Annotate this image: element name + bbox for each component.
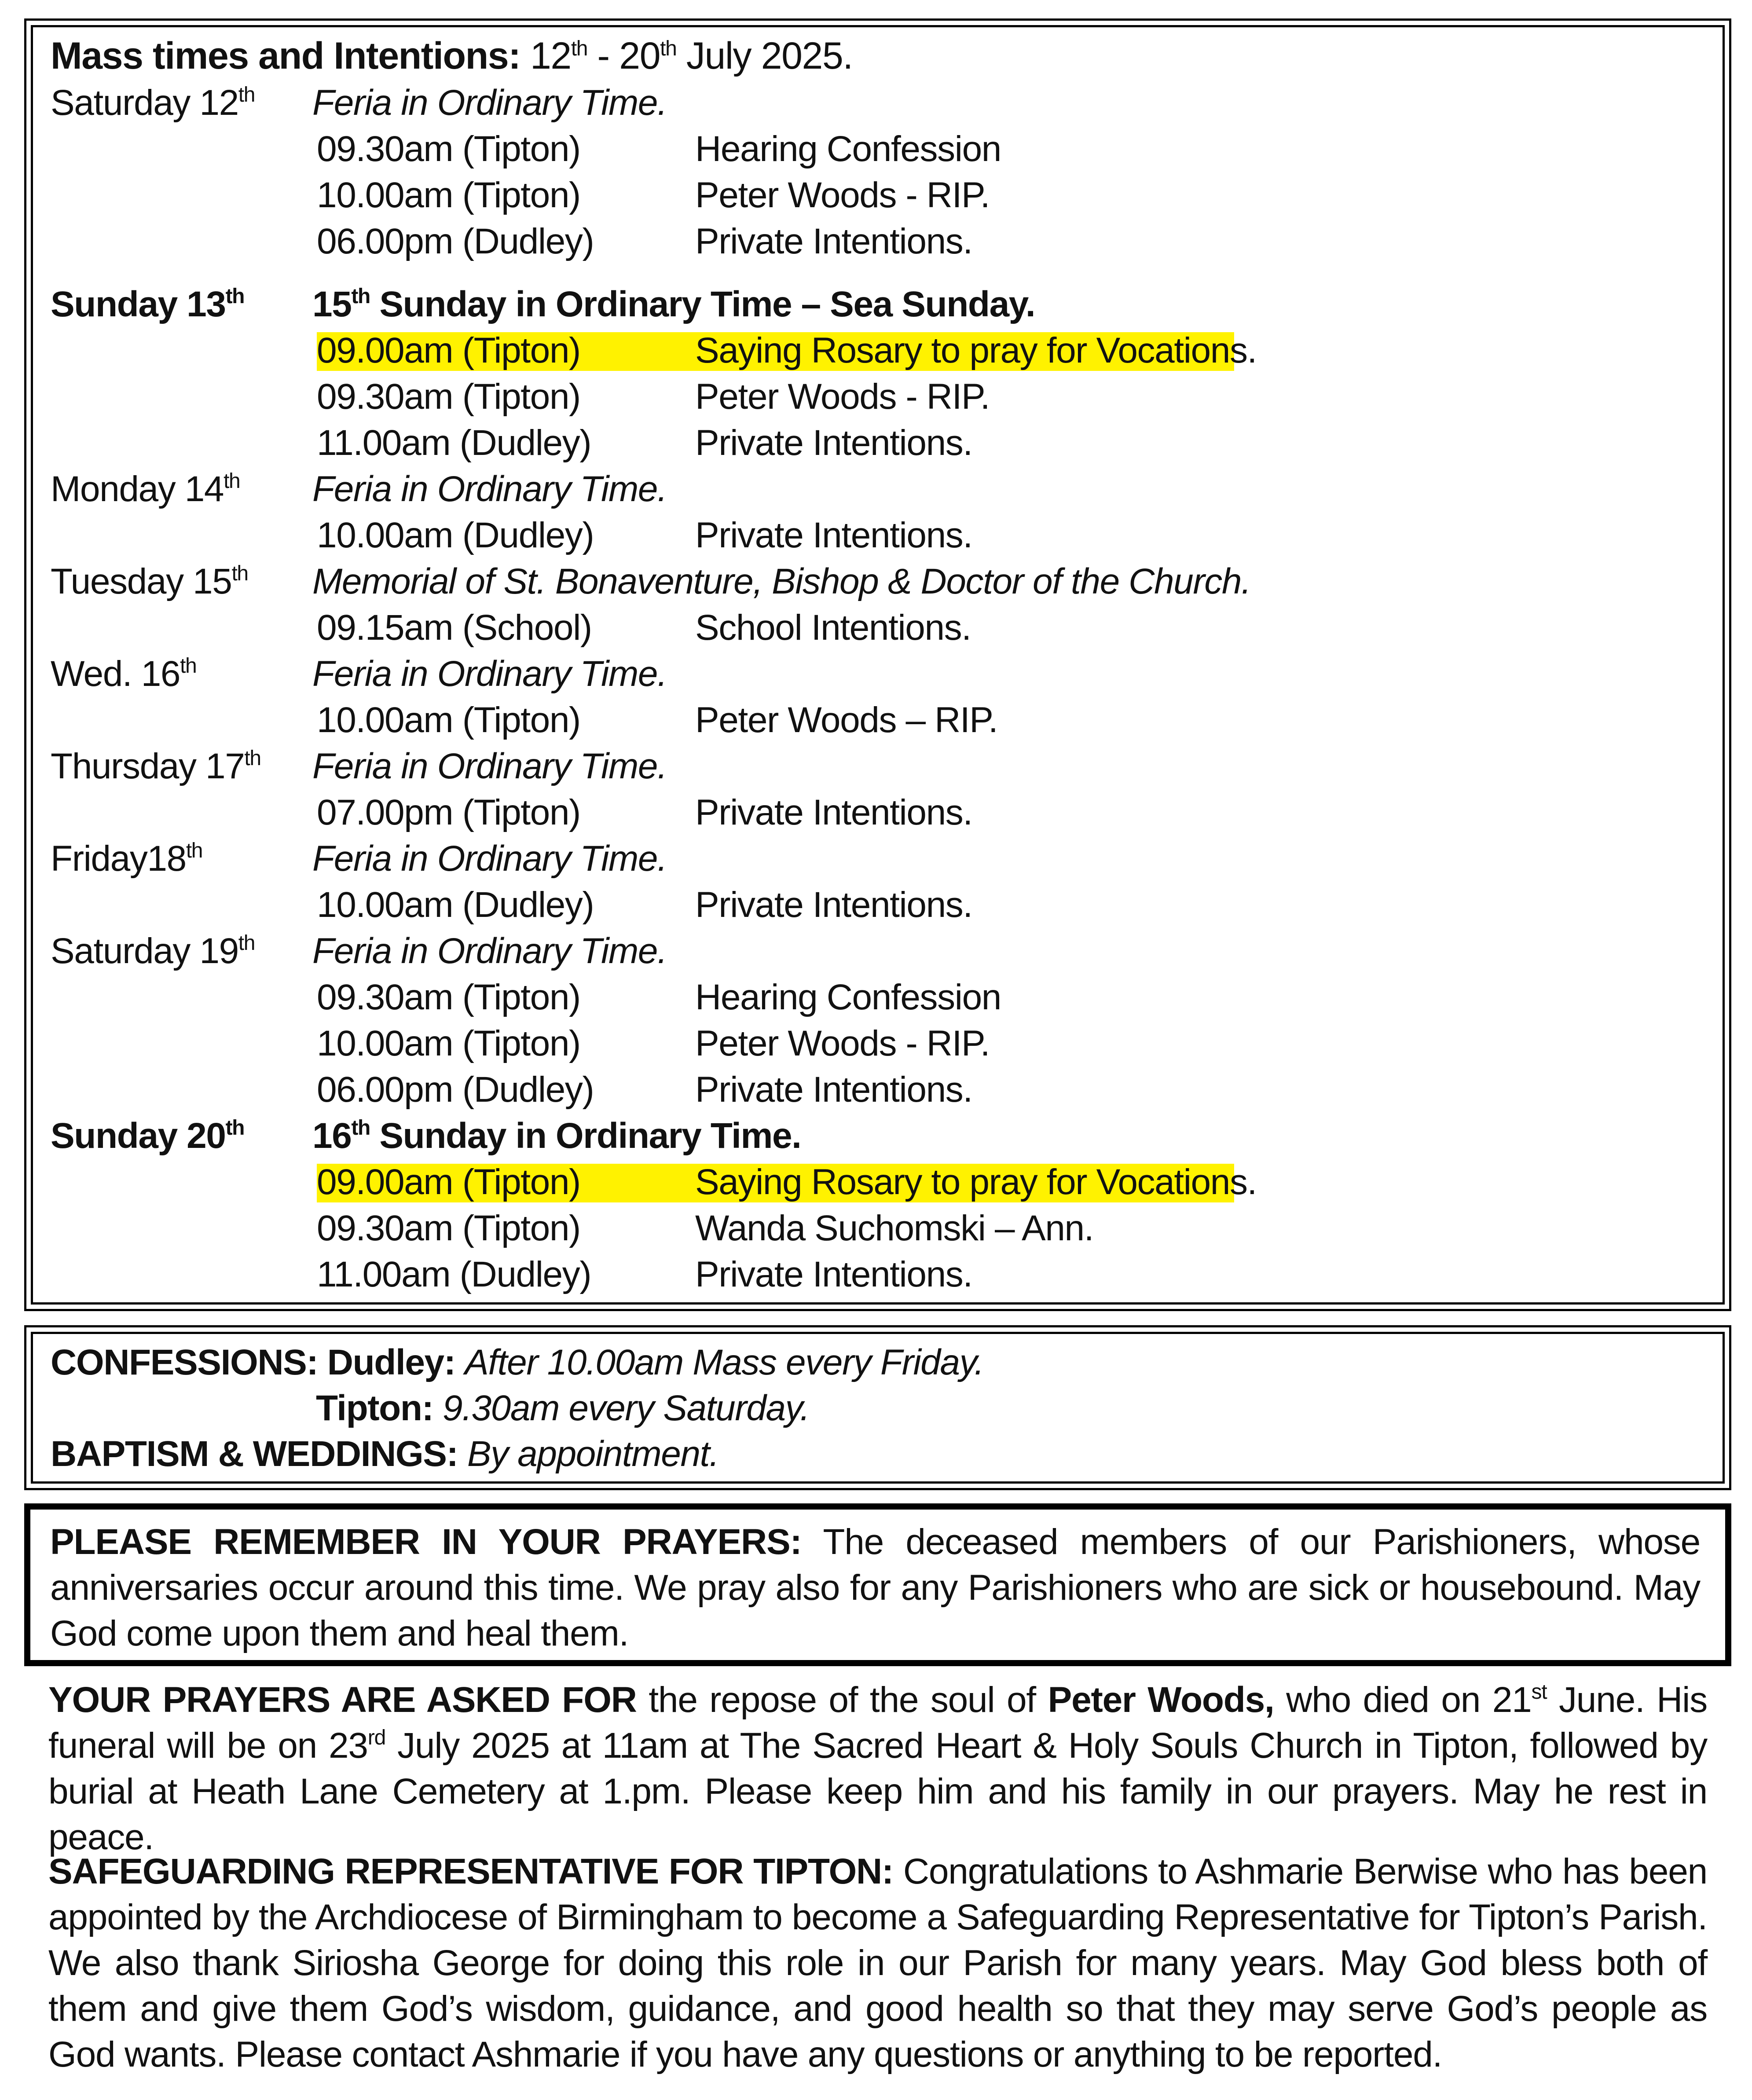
mass-time: 10.00am (Tipton)	[317, 1023, 580, 1063]
mass-intention: Private Intentions.	[695, 792, 972, 832]
day-label: Wed. 16th	[51, 654, 197, 694]
mass-intention: Saying Rosary to pray for Vocations.	[695, 330, 1257, 370]
mass-time: 09.30am (Tipton)	[317, 1208, 580, 1248]
baptism-line	[51, 1431, 718, 1477]
day-label: Sunday 13th	[51, 284, 245, 324]
mass-intention: School Intentions.	[695, 608, 971, 648]
remember-box	[24, 1503, 1731, 1666]
mass-time: 09.30am (Tipton)	[317, 377, 580, 417]
feast-label: Feria in Ordinary Time.	[312, 654, 667, 694]
mass-time: 09.30am (Tipton)	[317, 977, 580, 1017]
mass-time: 11.00am (Dudley)	[317, 423, 591, 463]
remember-label: PLEASE REMEMBER IN YOUR PRAYERS:	[50, 1522, 802, 1562]
mass-time: 07.00pm (Tipton)	[317, 792, 580, 832]
day-label: Friday18th	[51, 839, 203, 879]
mass-time: 06.00pm (Dudley)	[317, 1070, 594, 1110]
mass-time: 09.00am (Tipton)	[317, 1162, 580, 1202]
mass-time: 11.00am (Dudley)	[317, 1254, 591, 1294]
feast-label: Feria in Ordinary Time.	[312, 469, 667, 509]
confessions-dudley-text: After 10.00am Mass every Friday.	[465, 1342, 984, 1382]
mass-times-heading	[51, 33, 853, 79]
prayers-asked-label: YOUR PRAYERS ARE ASKED FOR	[48, 1680, 637, 1720]
prayers-asked-paragraph: YOUR PRAYERS ARE ASKED FOR the repose of the soul of Peter Woods, who died on 21st June. His funeral will be on 23rd July 2025 at 11am at The Sacred Heart & Holy Souls Church in Tipton, followed by burial at Heath Lane Cemetery at 1.pm. Please keep him and his family in our prayers. May he rest in peace.	[48, 1680, 1707, 1857]
feast-label: 16th Sunday in Ordinary Time.	[312, 1116, 801, 1156]
mass-intention: Private Intentions.	[695, 885, 972, 925]
confessions-tipton-label: Tipton:	[316, 1388, 433, 1428]
mass-time: 10.00am (Tipton)	[317, 700, 580, 740]
mass-intention: Private Intentions.	[695, 221, 972, 261]
mass-time: 09.00am (Tipton)	[317, 330, 580, 370]
mass-intention: Hearing Confession	[695, 129, 1001, 169]
deceased-name: Peter Woods,	[1048, 1680, 1274, 1720]
mass-intention: Peter Woods - RIP.	[695, 1023, 990, 1063]
mass-intention: Saying Rosary to pray for Vocations.	[695, 1162, 1257, 1202]
mass-times-heading-date: 12th - 20th July 2025.	[530, 35, 853, 77]
feast-label: Memorial of St. Bonaventure, Bishop & Doctor of the Church.	[312, 561, 1251, 601]
day-label: Tuesday 15th	[51, 561, 248, 601]
mass-intention: Private Intentions.	[695, 515, 972, 555]
feast-label: 15th Sunday in Ordinary Time – Sea Sunday.	[312, 284, 1035, 324]
mass-times-box	[24, 18, 1731, 1311]
mass-intention: Peter Woods – RIP.	[695, 700, 998, 740]
remember-text: The deceased members of our Parishioners, whose anniversaries occur around this time. We pray also for any Parishioners who are sick or housebound. May God come upon them and heal them.	[50, 1522, 1700, 1653]
confessions-dudley-label: Dudley:	[327, 1342, 455, 1382]
mass-intention: Peter Woods - RIP.	[695, 175, 990, 215]
baptism-label: BAPTISM & WEDDINGS:	[51, 1434, 458, 1474]
remember-paragraph	[50, 1519, 1700, 1657]
day-label: Monday 14th	[51, 469, 240, 509]
feast-label: Feria in Ordinary Time.	[312, 746, 667, 786]
mass-time: 10.00am (Tipton)	[317, 175, 580, 215]
safeguarding-label: SAFEGUARDING REPRESENTATIVE FOR TIPTON:	[48, 1851, 894, 1891]
confessions-tipton-text: 9.30am every Saturday.	[442, 1388, 810, 1428]
day-label: Thursday 17th	[51, 746, 261, 786]
safeguarding-text: Congratulations to Ashmarie Berwise who has been appointed by the Archdiocese of Birmingham to become a Safeguarding Representative for Tipton’s Parish. We also thank Siriosha George for doing this role in our Parish for many years. May God bless both of them and give them God’s wisdom, guidance, and good health so that they may serve God’s people as God wants. Please contact Ashmarie if you have any questions or anything to be reported.	[48, 1851, 1707, 2074]
mass-time: 09.15am (School)	[317, 608, 592, 648]
mass-intention: Hearing Confession	[695, 977, 1001, 1017]
mass-intention: Private Intentions.	[695, 1070, 972, 1110]
feast-label: Feria in Ordinary Time.	[312, 839, 667, 879]
mass-time: 10.00am (Dudley)	[317, 515, 594, 555]
confessions-line-tipton	[316, 1385, 810, 1431]
day-label: Saturday 19th	[51, 931, 255, 971]
feast-label: Feria in Ordinary Time.	[312, 931, 667, 971]
confessions-label: CONFESSIONS:	[51, 1342, 318, 1382]
confessions-line-dudley	[51, 1340, 984, 1385]
mass-time: 10.00am (Dudley)	[317, 885, 594, 925]
mass-intention: Private Intentions.	[695, 1254, 972, 1294]
confessions-box	[24, 1325, 1731, 1490]
feast-label: Feria in Ordinary Time.	[312, 83, 667, 123]
mass-time: 09.30am (Tipton)	[317, 129, 580, 169]
baptism-text: By appointment.	[467, 1434, 719, 1474]
day-label: Saturday 12th	[51, 83, 255, 123]
safeguarding-paragraph	[48, 1849, 1707, 2078]
day-label: Sunday 20th	[51, 1116, 245, 1156]
mass-intention: Private Intentions.	[695, 423, 972, 463]
mass-times-heading-label: Mass times and Intentions:	[51, 35, 520, 77]
mass-time: 06.00pm (Dudley)	[317, 221, 594, 261]
mass-intention: Wanda Suchomski – Ann.	[695, 1208, 1094, 1248]
mass-intention: Peter Woods - RIP.	[695, 377, 990, 417]
